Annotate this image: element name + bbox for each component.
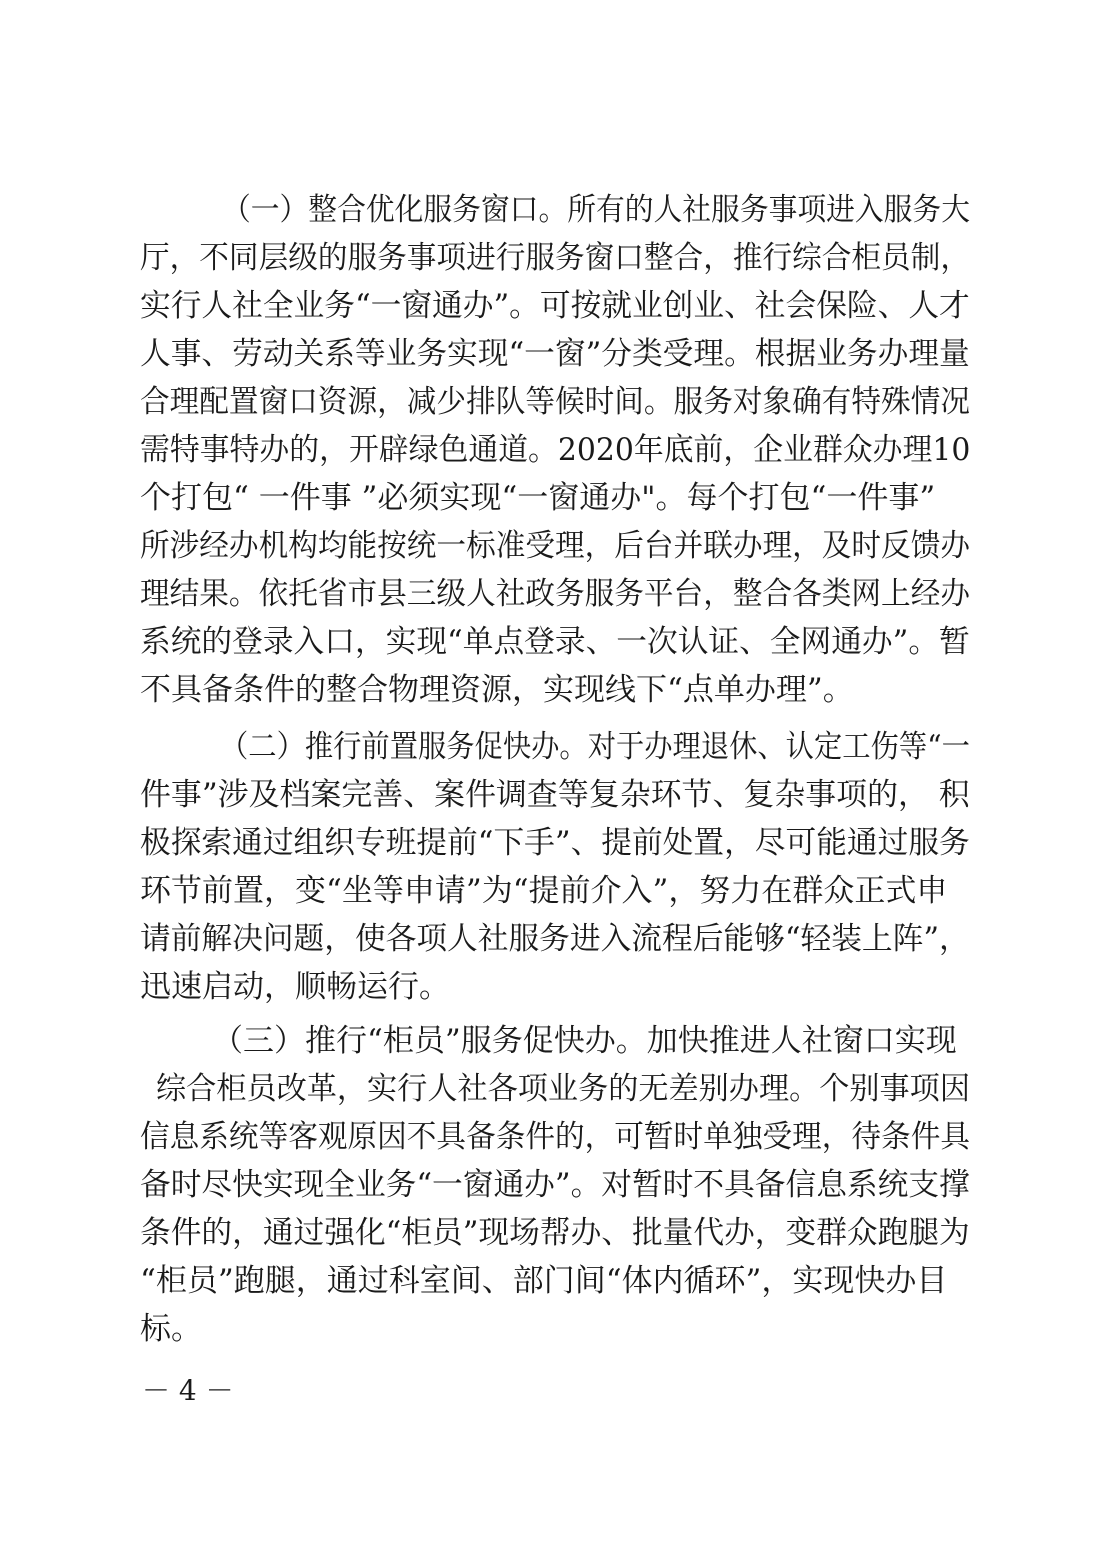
text-line: 系统的登录入口，实现“单点登录、一次认证、全网通办”。暂 bbox=[140, 624, 970, 660]
text-line: 所涉经办机构均能按统一标准受理，后台并联办理，及时反馈办 bbox=[140, 528, 970, 564]
text-line: 信息系统等客观原因不具备条件的，可暂时单独受理，待条件具 bbox=[140, 1119, 970, 1155]
text-line: 人事、劳动关系等业务实现“一窗”分类受理。根据业务办理量 bbox=[140, 336, 970, 372]
text-line: 理结果。依托省市县三级人社政务服务平台，整合各类网上经办 bbox=[140, 576, 970, 612]
text-line: 条件的，通过强化“柜员”现场帮办、批量代办，变群众跑腿为 bbox=[140, 1215, 970, 1251]
text-line: 请前解决问题，使各项人社服务进入流程后能够“轻装上阵”， bbox=[140, 921, 970, 957]
text-line: “柜员”跑腿，通过科室间、部门间“体内循环”，实现快办目 bbox=[140, 1263, 948, 1299]
text-line: 合理配置窗口资源，减少排队等候时间。服务对象确有特殊情况 bbox=[140, 384, 970, 420]
text-line: 不具备条件的整合物理资源，实现线下“点单办理”。 bbox=[140, 672, 854, 708]
text-line: 个打包“ 一件事 ”必须实现“一窗通办"。每个打包“一件事” bbox=[140, 480, 936, 516]
text-line: 件事”涉及档案完善、案件调查等复杂环节、复杂事项的， 积 bbox=[140, 777, 970, 813]
text-line: 迅速启动，顺畅运行。 bbox=[140, 969, 450, 1005]
text-line: 需特事特办的，开辟绿色通道。2020年底前，企业群众办理10 bbox=[140, 432, 971, 468]
text-line: （一）整合优化服务窗口。所有的人社服务事项进入服务大 bbox=[222, 192, 970, 228]
text-line: 极探索通过组织专班提前“下手”、提前处置，尽可能通过服务 bbox=[140, 825, 970, 861]
text-line: 实行人社全业务“一窗通办”。可按就业创业、社会保险、人才 bbox=[140, 288, 970, 324]
text-line: 环节前置，变“坐等申请”为“提前介入”，努力在群众正式申 bbox=[140, 873, 948, 909]
page-number: － 4 － bbox=[142, 1374, 234, 1407]
text-line: （二）推行前置服务促快办。对于办理退休、认定工伤等“一 bbox=[220, 729, 970, 765]
text-line: 综合柜员改革，实行人社各项业务的无差别办理。个别事项因 bbox=[156, 1071, 970, 1107]
text-line: 厅，不同层级的服务事项进行服务窗口整合，推行综合柜员制， bbox=[140, 240, 970, 276]
text-line: 备时尽快实现全业务“一窗通办”。对暂时不具备信息系统支撑 bbox=[140, 1167, 970, 1203]
text-line: 标。 bbox=[140, 1311, 202, 1347]
text-line: （三）推行“柜员”服务促快办。加快推进人社窗口实现 bbox=[212, 1023, 957, 1059]
